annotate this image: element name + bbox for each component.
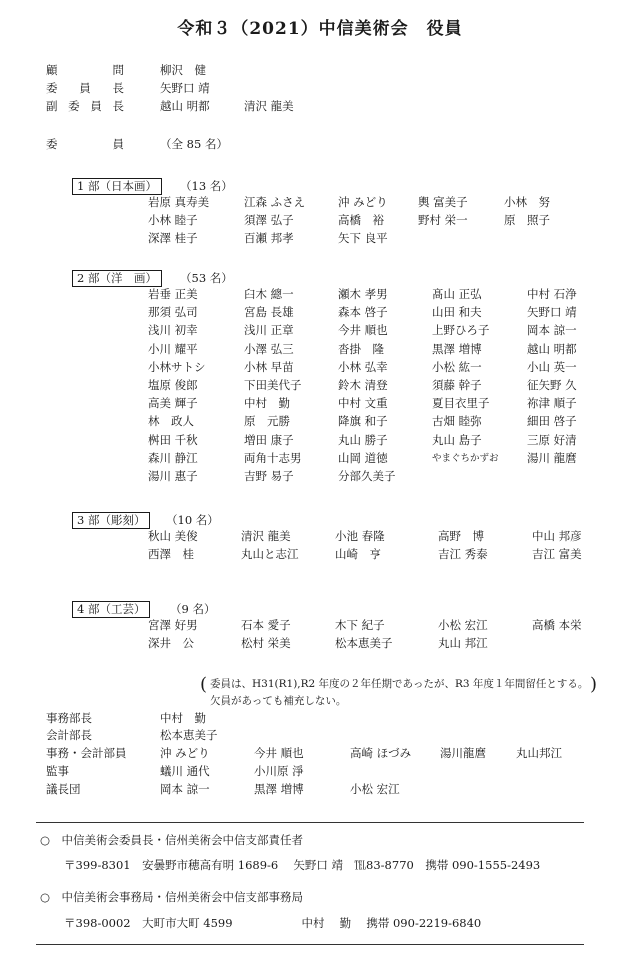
staff-name: 中村 勤: [160, 711, 206, 725]
member-name: 丸山と志江: [241, 547, 299, 562]
member-name: 中村 文重: [338, 396, 388, 411]
officer-label: [46, 62, 124, 78]
staff-label: 議長団: [46, 782, 81, 796]
officer-label-char: 員: [112, 137, 124, 151]
department-name: 1 部（日本画）: [72, 178, 162, 195]
member-name: 原 照子: [504, 213, 550, 228]
member-name: 深澤 桂子: [148, 231, 198, 246]
member-name: 黒澤 増博: [432, 341, 482, 356]
officer-label: [46, 98, 124, 114]
officer-label-char: 副: [46, 99, 58, 113]
department-count: （10 名）: [166, 513, 219, 527]
note-bracket-right: ): [590, 674, 598, 695]
page-title: 令和３（2021）中信美術会 役員: [177, 19, 463, 39]
contact-detail-chairman: 〒399-8301 安曇野市穂高有明 1689-6 矢野口 靖 ℡83-8770 携帯 090-1555-2493: [64, 858, 541, 872]
department-name: 4 部（工芸）: [72, 601, 150, 618]
note-line-2: 欠員があっても補充しない。: [210, 695, 347, 707]
member-name: 岡本 諒一: [527, 323, 577, 338]
staff-label: 監事: [46, 764, 69, 778]
member-name: 小川 耀平: [148, 341, 198, 356]
officer-name: 越山 明都: [160, 99, 210, 113]
member-name: 吉江 秀泰: [438, 547, 488, 562]
staff-label: 会計部長: [46, 728, 92, 742]
member-name: 髙山 正弘: [432, 287, 482, 301]
staff-label: 事務部長: [46, 711, 92, 725]
department-name: 2 部（洋 画）: [72, 270, 162, 287]
member-name: 高橋 裕: [338, 213, 384, 228]
member-name: 森本 啓子: [338, 305, 388, 320]
member-name: 石本 愛子: [241, 618, 291, 632]
contact-heading-office: ○ 中信美術会事務局・信州美術会中信支部事務局: [40, 890, 304, 904]
staff-name: 小川原 淨: [254, 764, 304, 778]
member-name: 増田 康子: [244, 432, 294, 447]
member-name: 今井 順也: [338, 323, 388, 338]
officer-name: 柳沢 健: [160, 63, 206, 77]
staff-name: 今井 順也: [254, 746, 304, 760]
officer-label: [46, 80, 124, 96]
member-name: 鈴木 清登: [338, 378, 388, 392]
member-name: 高野 博: [438, 529, 484, 543]
member-name: 丸山 勝子: [338, 432, 388, 447]
officer-name: 矢野口 靖: [160, 81, 210, 95]
member-name: 江森 ふさえ: [244, 195, 306, 209]
contact-heading-chairman: ○ 中信美術会委員長・信州美術会中信支部責任者: [40, 833, 304, 847]
member-name: 宮島 長雄: [244, 305, 294, 320]
member-name: やまぐちかずお: [432, 452, 499, 464]
officer-name: 清沢 龍美: [244, 99, 294, 113]
member-name: 中村 勤: [244, 396, 290, 411]
member-name: 古畑 睦弥: [432, 414, 482, 429]
staff-name: 丸山邦江: [516, 746, 562, 760]
member-name: 清沢 龍美: [241, 529, 291, 543]
member-name: 小澤 弘三: [244, 341, 294, 356]
member-name: 両角十志男: [244, 450, 302, 465]
member-name: 湯川 惠子: [148, 469, 198, 483]
member-name: 山崎 亨: [335, 547, 381, 562]
officer-label-char: 顧: [46, 63, 58, 77]
note-bracket-left: (: [200, 674, 208, 695]
member-name: 小山 英一: [527, 359, 577, 374]
member-name: 丸山 島子: [432, 432, 482, 447]
officer-label: [46, 136, 124, 152]
member-name: 矢下 良平: [338, 231, 388, 246]
staff-name: 湯川龍麿: [440, 746, 486, 760]
member-name: 山岡 道徳: [338, 450, 388, 465]
department-count: （53 名）: [180, 271, 233, 285]
member-name: 須澤 弘子: [244, 213, 294, 228]
divider: [36, 944, 584, 945]
member-name: 吉江 富美: [532, 547, 582, 562]
member-name: 吉野 易子: [244, 469, 294, 483]
officer-label-char: 員: [79, 81, 91, 95]
member-name: 瀬木 孝男: [338, 287, 388, 301]
member-name: 原 元勝: [244, 414, 290, 429]
member-name: 野村 栄一: [418, 213, 468, 228]
member-name: 小林サトシ: [148, 359, 206, 374]
member-name: 岩垂 正美: [148, 287, 198, 301]
member-name: 小林 弘幸: [338, 359, 388, 374]
member-name: 浅川 正章: [244, 323, 294, 338]
member-name: 輿 富美子: [418, 195, 468, 209]
staff-label: 事務・会計部員: [46, 746, 127, 760]
member-name: 三原 好清: [527, 432, 577, 447]
member-name: 矢野口 靖: [527, 305, 577, 320]
member-name: 百瀬 邦孝: [244, 231, 294, 246]
department-name: 3 部（彫刻）: [72, 512, 150, 529]
member-name: 細田 啓子: [527, 414, 577, 429]
member-name: 祢津 順子: [527, 396, 577, 411]
member-name: 征矢野 久: [527, 378, 577, 392]
officer-name: （全 85 名）: [160, 137, 228, 151]
staff-name: 松本恵美子: [160, 728, 218, 742]
officer-label-char: 員: [90, 99, 102, 113]
member-name: 小林 早苗: [244, 359, 294, 374]
contact-detail-office: 〒398-0002 大町市大町 4599 中村 勤 携帯 090-2219-6840: [64, 916, 482, 930]
member-name: 小林 努: [504, 195, 550, 209]
member-name: 小松 紘一: [432, 359, 482, 374]
department-count: （9 名）: [170, 602, 216, 616]
member-name: 沓掛 隆: [338, 341, 384, 356]
member-name: 宮澤 好男: [148, 618, 198, 632]
member-name: 塩原 俊郎: [148, 378, 198, 392]
member-name: 松村 栄美: [241, 636, 291, 651]
officer-label-char: 委: [68, 99, 80, 113]
member-name: 西澤 桂: [148, 547, 194, 562]
member-name: 沖 みどり: [338, 195, 388, 209]
member-name: 越山 明都: [527, 341, 577, 356]
member-name: 小池 春隆: [335, 529, 385, 543]
staff-name: 小松 宏江: [350, 782, 400, 796]
member-name: 山田 和夫: [432, 305, 482, 320]
member-name: 松本恵美子: [335, 636, 393, 651]
member-name: 高橋 本栄: [532, 618, 582, 632]
member-name: 分部久美子: [338, 469, 396, 483]
staff-name: 岡本 諒一: [160, 782, 210, 796]
officer-label-char: 問: [112, 63, 124, 77]
officer-label-char: 長: [112, 81, 124, 95]
member-name: 下田美代子: [244, 378, 302, 392]
officer-label-char: 委: [46, 137, 58, 151]
member-name: 丸山 邦江: [438, 636, 488, 651]
member-name: 秋山 美俊: [148, 529, 198, 543]
officer-label-char: 委: [46, 81, 58, 95]
member-name: 降旗 和子: [338, 414, 388, 429]
member-name: 高美 輝子: [148, 396, 198, 411]
staff-name: 高崎 ほづみ: [350, 746, 412, 760]
member-name: 林 政人: [148, 414, 194, 429]
member-name: 森川 静江: [148, 450, 198, 465]
staff-name: 沖 みどり: [160, 746, 210, 760]
note-line-1: 委員は、H31(R1),R2 年度の２年任期であったが、R3 年度１年間留任とする。: [210, 678, 589, 690]
member-name: 深井 公: [148, 636, 194, 651]
divider: [36, 822, 584, 823]
member-name: 須藤 幹子: [432, 378, 482, 392]
member-name: 夏目衣里子: [432, 396, 490, 411]
member-name: 湯川 龍麿: [527, 450, 577, 465]
member-name: 木下 紀子: [335, 618, 385, 632]
member-name: 中山 邦彦: [532, 529, 582, 543]
member-name: 小松 宏江: [438, 618, 488, 632]
department-count: （13 名）: [180, 179, 233, 193]
member-name: 小林 睦子: [148, 213, 198, 228]
member-name: 那須 弘司: [148, 305, 198, 320]
member-name: 臼木 總一: [244, 287, 294, 301]
staff-name: 蟻川 通代: [160, 764, 210, 778]
member-name: 桝田 千秋: [148, 432, 198, 447]
officer-label-char: 長: [112, 99, 124, 113]
member-name: 浅川 初幸: [148, 323, 198, 338]
member-name: 上野ひろ子: [432, 323, 490, 338]
member-name: 中村 石浄: [527, 287, 577, 301]
member-name: 岩原 真寿美: [148, 195, 210, 209]
staff-name: 黒澤 増博: [254, 782, 304, 796]
